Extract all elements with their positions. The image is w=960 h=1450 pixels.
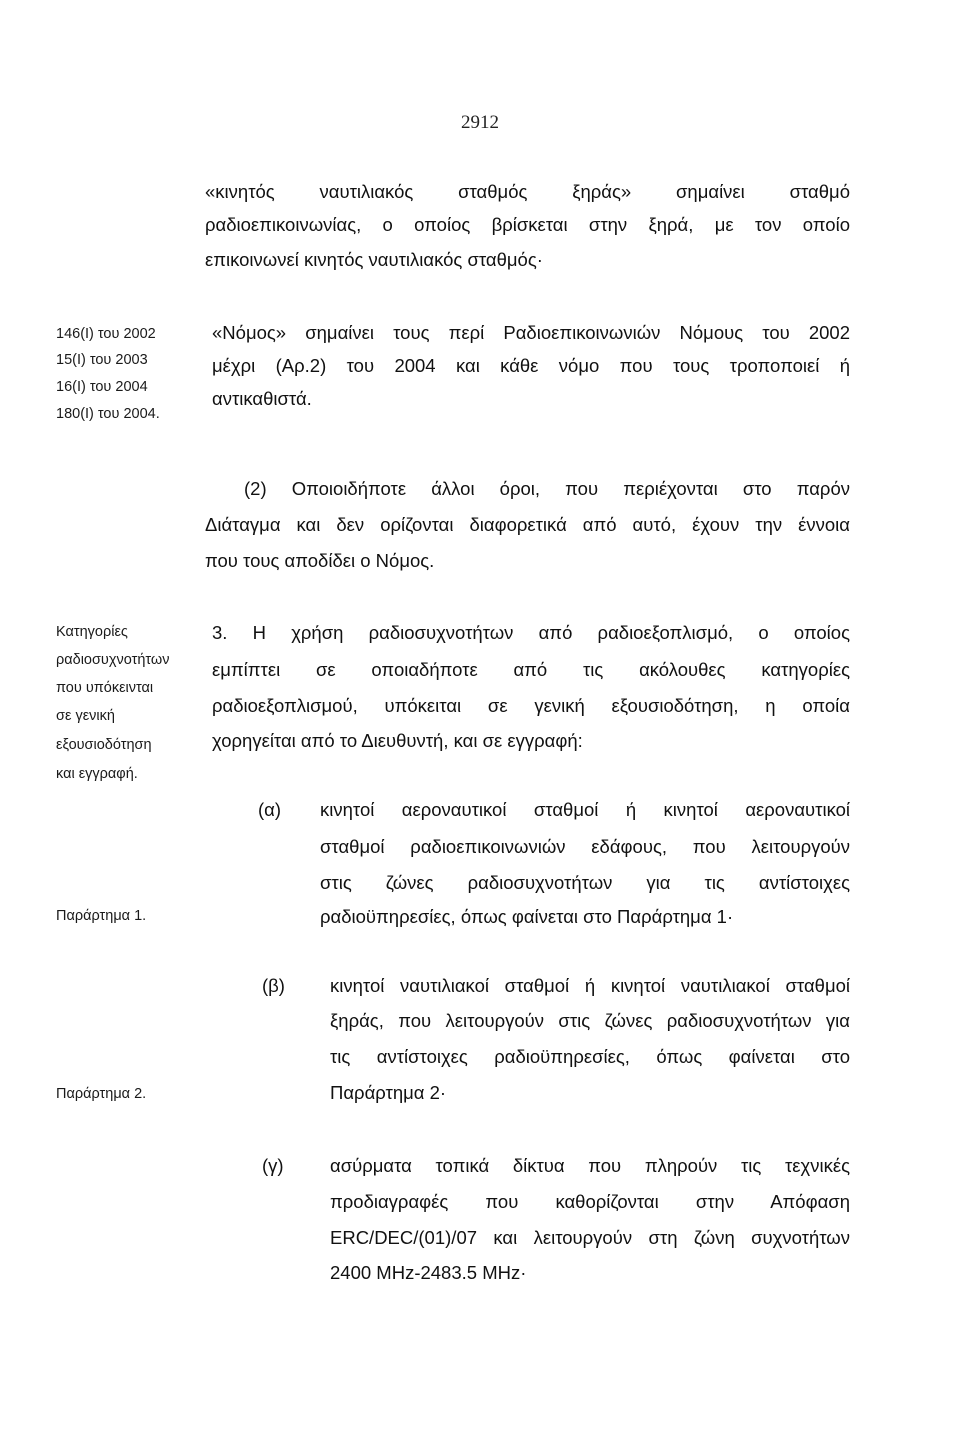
- item-line: Παράρτημα 2·: [330, 1082, 447, 1103]
- margin-heading-line: εξουσιοδότηση: [56, 737, 152, 753]
- item-line: ασύρματα τοπικά δίκτυα που πληρούν τις τεχνικές: [330, 1155, 850, 1176]
- margin-heading-line: ραδιοσυχνοτήτων: [56, 652, 170, 668]
- item-line: ERC/DEC/(01)/07 και λειτουργούν στη ζώνη συχνοτήτων: [330, 1227, 850, 1248]
- item-line: σταθμοί ραδιοεπικοινωνιών εδάφους, που λειτουργούν: [320, 836, 850, 857]
- definition-line: μέχρι (Αρ.2) του 2004 και κάθε νόμο που τους τροποποιεί ή: [212, 355, 850, 376]
- paragraph-line: Διάταγμα και δεν ορίζονται διαφορετικά από αυτό, έχουν την έννοια: [205, 514, 850, 535]
- definition-line: «Νόμος» σημαίνει τους περί Ραδιοεπικοινωνιών Νόμους του 2002: [212, 322, 850, 343]
- item-line: 2400 MHz-2483.5 MHz·: [330, 1262, 527, 1283]
- item-line: κινητοί ναυτιλιακοί σταθμοί ή κινητοί ναυτιλιακοί σταθμοί: [330, 975, 850, 996]
- item-line: τις αντίστοιχες ραδιοϋπηρεσίες, όπως φαίνεται στο: [330, 1046, 850, 1067]
- item-line: ξηράς, που λειτουργούν στις ζώνες ραδιοσυχνοτήτων για: [330, 1010, 850, 1031]
- margin-heading-line: και εγγραφή.: [56, 766, 138, 782]
- section-line: 3. Η χρήση ραδιοσυχνοτήτων από ραδιοεξοπλισμό, ο οποίος: [212, 622, 850, 643]
- margin-heading-line: Κατηγορίες: [56, 624, 128, 640]
- law-reference: 16(Ι) του 2004: [56, 379, 148, 395]
- item-label: (α): [258, 799, 282, 820]
- paragraph-line: που τους αποδίδει ο Νόμος.: [205, 550, 435, 571]
- law-reference: 15(Ι) του 2003: [56, 352, 148, 368]
- annex-reference: Παράρτημα 1.: [56, 908, 147, 924]
- margin-heading-line: που υπόκεινται: [56, 680, 154, 696]
- item-label: (γ): [262, 1155, 284, 1176]
- item-line: κινητοί αεροναυτικοί σταθμοί ή κινητοί αεροναυτικοί: [320, 799, 850, 820]
- definition-line: αντικαθιστά.: [212, 388, 312, 409]
- annex-reference: Παράρτημα 2.: [56, 1086, 147, 1102]
- definition-line: επικοινωνεί κινητός ναυτιλιακός σταθμός·: [205, 249, 543, 270]
- paragraph-line: (2) Οποιοιδήποτε άλλοι όροι, που περιέχονται στο παρόν: [244, 478, 850, 499]
- item-label: (β): [262, 975, 285, 996]
- item-line: προδιαγραφές που καθορίζονται στην Απόφαση: [330, 1191, 850, 1212]
- law-reference: 180(Ι) του 2004.: [56, 406, 160, 422]
- margin-heading-line: σε γενική: [56, 708, 115, 724]
- page-number: 2912: [461, 112, 499, 133]
- item-line: ραδιοϋπηρεσίες, όπως φαίνεται στο Παράρτημα 1·: [320, 906, 734, 927]
- section-line: χορηγείται από το Διευθυντή, και σε εγγραφή:: [212, 730, 583, 751]
- section-line: ραδιοεξοπλισμού, υπόκειται σε γενική εξουσιοδότηση, η οποία: [212, 695, 850, 716]
- definition-line: ραδιοεπικοινωνίας, ο οποίος βρίσκεται στην ξηρά, με τον οποίο: [205, 214, 850, 235]
- law-reference: 146(Ι) του 2002: [56, 326, 156, 342]
- definition-line: «κινητός ναυτιλιακός σταθμός ξηράς» σημαίνει σταθμό: [205, 181, 850, 202]
- item-line: στις ζώνες ραδιοσυχνοτήτων για τις αντίστοιχες: [320, 872, 850, 893]
- section-line: εμπίπτει σε οποιαδήποτε από τις ακόλουθες κατηγορίες: [212, 659, 850, 680]
